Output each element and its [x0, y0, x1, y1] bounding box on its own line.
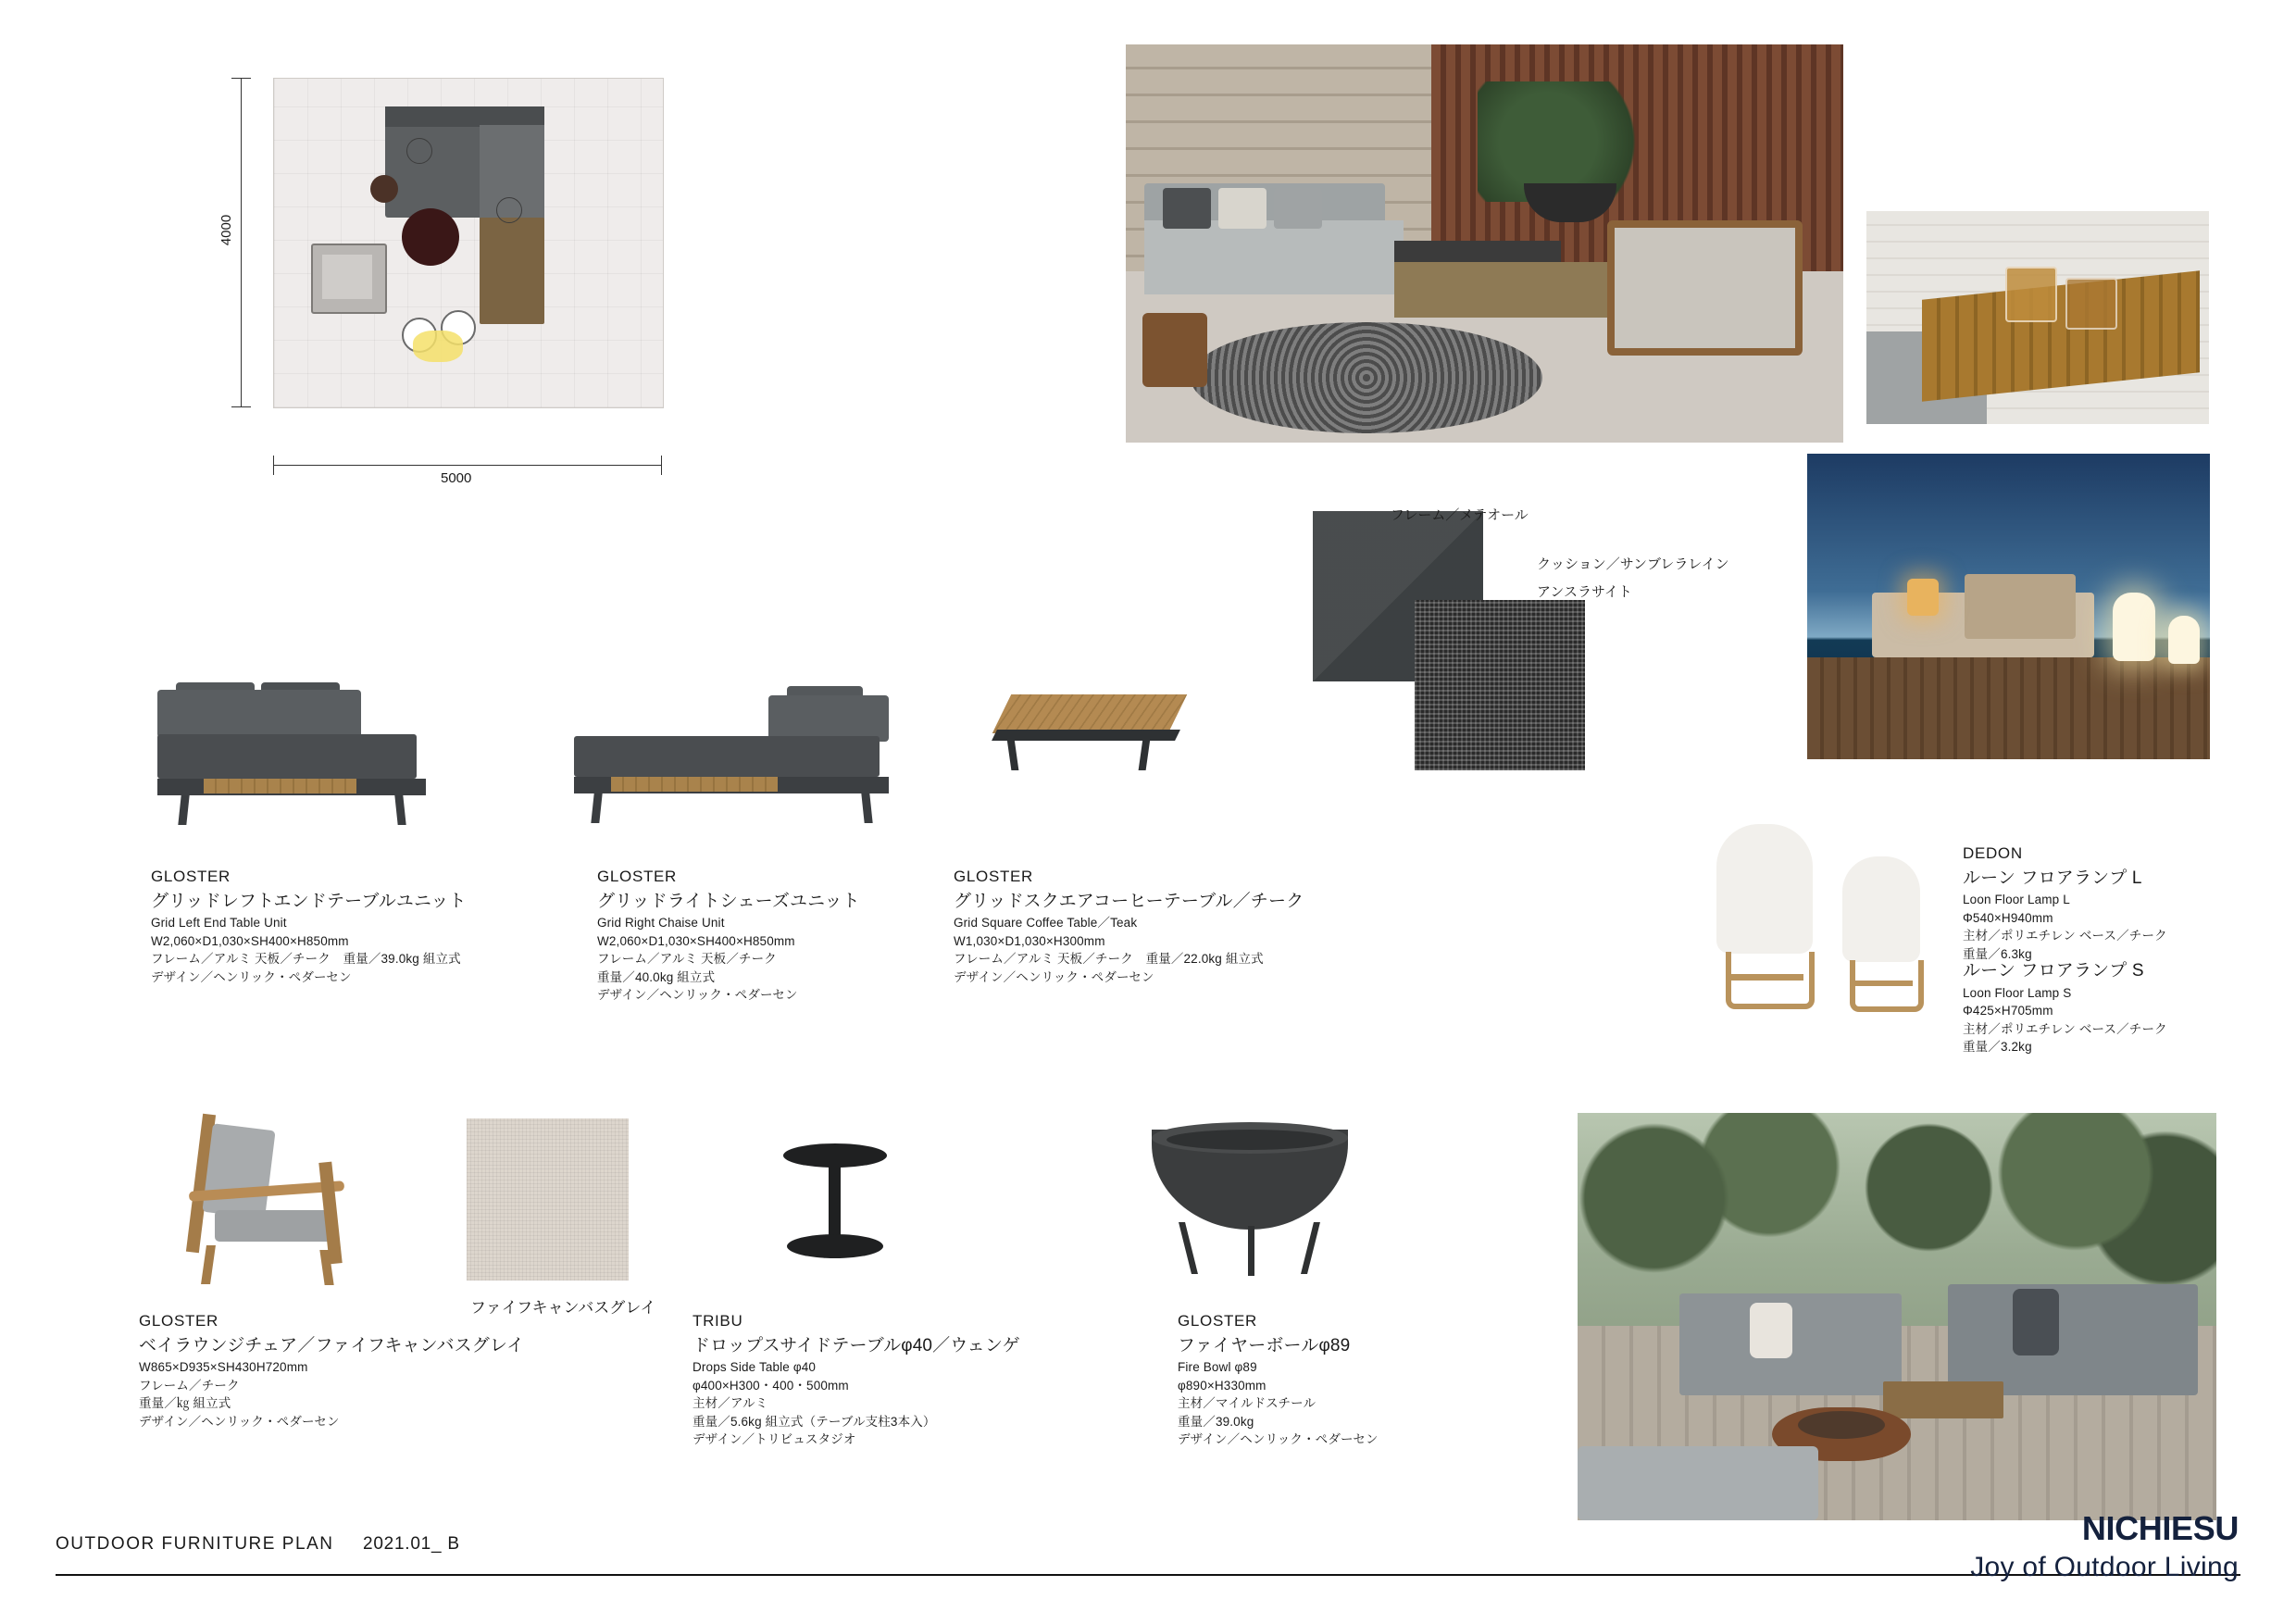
deck-floor	[1807, 657, 2210, 759]
dimension-cap	[273, 456, 274, 475]
back-cushion	[202, 1123, 275, 1219]
plan-person-figure	[406, 138, 432, 164]
logo-tagline: Joy of Outdoor Living	[1970, 1552, 2239, 1582]
round-rug	[1191, 322, 1542, 433]
cushion	[1163, 188, 1211, 229]
product-name-en: Drops Side Table φ40	[693, 1360, 817, 1375]
grid-sofa-right	[1948, 1284, 2198, 1395]
plan-lounge-chair-seat	[322, 255, 372, 299]
brand-label: GLOSTER	[139, 1312, 218, 1330]
brand-label: DEDON	[1963, 844, 2023, 862]
teak-base	[1726, 952, 1815, 1009]
product-name-en: Grid Right Chaise Unit	[597, 916, 725, 931]
logo-wordmark: NICHIESU	[2081, 1509, 2239, 1547]
lamp-name-jp: ルーン フロアランプ S	[1963, 961, 2144, 981]
product-image-loon-floor-lamp-s	[1835, 856, 1928, 1023]
product-image-drops-side-table	[774, 1134, 894, 1287]
plan-sofa-backrest	[385, 106, 492, 127]
product-name-jp: グリッドスクエアコーヒーテーブル／チーク	[954, 891, 1304, 911]
dimension-cap	[231, 78, 251, 79]
product-designer: デザイン／ヘンリック・ペダーセン	[954, 969, 1154, 984]
product-name-jp: グリッドライトシェーズユニット	[597, 891, 860, 911]
product-material: フレーム／アルミ 天板／チーク	[597, 952, 777, 967]
plan-fire-bowl	[402, 208, 459, 266]
backrest	[157, 690, 361, 738]
leg	[1179, 1222, 1198, 1274]
product-material: フレーム／アルミ 天板／チーク 重量／39.0kg 組立式	[151, 952, 461, 967]
caption-grid-right-chaise-unit	[597, 866, 986, 1005]
dimension-line-vertical	[241, 78, 242, 406]
product-weight: 重量／㎏ 組立式	[139, 1396, 231, 1411]
table-lantern	[1907, 579, 1939, 616]
sheet-title: OUTDOOR FURNITURE PLAN	[56, 1534, 334, 1554]
product-size: W2,060×D1,030×SH400×H850mm	[151, 933, 349, 948]
product-image-loon-floor-lamp-l	[1709, 824, 1820, 1023]
seat-cushion	[215, 1210, 333, 1242]
cushion-swatch	[1415, 600, 1585, 770]
seat	[157, 734, 417, 779]
dimension-cap	[661, 456, 662, 475]
teak-base	[1850, 960, 1924, 1012]
brand-label: GLOSTER	[954, 868, 1033, 885]
seat	[574, 736, 880, 777]
teak-top	[992, 694, 1187, 733]
product-name-en: Fire Bowl φ89	[1178, 1360, 1257, 1375]
brand-label: TRIBU	[693, 1312, 743, 1330]
fire-bowl-interior	[1798, 1411, 1885, 1439]
product-weight: 重量／39.0kg	[1178, 1414, 1254, 1429]
lamp-weight: 重量／3.2kg	[1963, 1040, 2032, 1055]
lamp-name-en: Loon Floor Lamp S	[1963, 985, 2072, 1000]
product-image-fire-bowl	[1148, 1122, 1352, 1289]
product-size: φ400×H300・400・500mm	[693, 1378, 849, 1393]
product-designer: デザイン／トリビュスタジオ	[693, 1432, 856, 1447]
floor-plan	[185, 57, 676, 486]
sheet-date: 2021.01_ B	[363, 1534, 460, 1554]
bay-lounge-chair	[1607, 220, 1803, 356]
lamp-size: Φ425×H705mm	[1963, 1004, 2053, 1018]
product-material: 主材／マイルドスチール	[1178, 1396, 1316, 1411]
product-designer: デザイン／ヘンリック・ペダーセン	[1178, 1432, 1379, 1447]
product-name-jp: ベイラウンジチェア／ファイフキャンバスグレイ	[139, 1335, 525, 1355]
lamp-material: 主材／ポリエチレン ベース／チーク	[1963, 1021, 2167, 1036]
frame-swatch-label: フレーム／メテオール	[1391, 507, 1529, 523]
plan-person-figure	[496, 197, 522, 223]
loon-floor-lamp-s	[2168, 616, 2200, 664]
lamp-name-en: Loon Floor Lamp L	[1963, 893, 2070, 907]
fife-canvas-swatch-label: ファイフキャンバスグレイ	[470, 1299, 656, 1317]
company-logo	[1970, 1509, 2239, 1583]
leg	[178, 795, 189, 825]
teak-base-bar	[1850, 981, 1913, 986]
product-designer: デザイン／ヘンリック・ペダーセン	[139, 1414, 340, 1429]
product-material: フレーム／アルミ 天板／チーク 重量／22.0kg 組立式	[954, 952, 1264, 967]
leg	[861, 793, 872, 823]
teak-base-bar	[1726, 974, 1803, 981]
photo-garden-lifestyle	[1578, 1113, 2216, 1520]
product-name-en: Grid Square Coffee Table／Teak	[954, 916, 1138, 931]
product-image-grid-square-coffee-table	[992, 676, 1196, 796]
leg	[394, 795, 406, 825]
product-image-bay-lounge-chair	[167, 1106, 370, 1292]
footer-divider	[56, 1574, 2240, 1576]
lamp-weight: 重量／6.3kg	[1963, 946, 2032, 961]
dimension-cap	[231, 406, 251, 407]
lamp-size: Φ540×H940mm	[1963, 910, 2053, 925]
daybed	[1578, 1446, 1818, 1520]
caption-grid-left-end-table-unit	[151, 866, 540, 986]
caption-loon-floor-lamp-s	[1963, 958, 2240, 1056]
product-name-jp: ドロップスサイドテーブルφ40／ウェンゲ	[693, 1335, 1020, 1355]
caption-drops-side-table	[693, 1310, 1091, 1449]
photo-dusk-pool	[1807, 454, 2210, 759]
grid-sofa-seat	[1144, 220, 1404, 294]
product-size: W1,030×D1,030×H300mm	[954, 933, 1105, 948]
whisky-glass	[2005, 267, 2057, 322]
caption-fire-bowl	[1178, 1310, 1576, 1449]
leg	[1007, 739, 1019, 770]
product-image-grid-right-chaise-unit	[555, 662, 926, 847]
product-size: φ890×H330mm	[1178, 1378, 1267, 1393]
floor-plan-area	[273, 78, 664, 408]
coffee-table-teak	[1394, 262, 1607, 318]
product-name-jp: ファイヤーボールφ89	[1178, 1335, 1351, 1355]
wood-stump-stool	[1142, 313, 1207, 387]
leg	[201, 1245, 216, 1284]
base	[787, 1234, 883, 1258]
person-seated	[2013, 1289, 2059, 1355]
product-image-grid-left-end-table-unit	[139, 662, 454, 847]
cushion-swatch-label-2: アンスラサイト	[1537, 584, 1632, 600]
photo-terrace-lounge	[1126, 44, 1843, 443]
product-designer: デザイン／ヘンリック・ペダーセン	[597, 988, 798, 1003]
cushion	[1274, 188, 1322, 229]
product-weight: 重量／5.6kg 組立式（テーブル支柱3本入）	[693, 1414, 936, 1429]
dimension-label-vertical: 4000	[218, 214, 235, 246]
backrest	[768, 695, 889, 742]
person-seated	[1750, 1303, 1792, 1358]
product-size: W865×D935×SH430H720mm	[139, 1360, 308, 1375]
teak-end-table	[611, 777, 778, 792]
product-weight: 重量／40.0kg 組立式	[597, 969, 716, 984]
product-material: フレーム／チーク	[139, 1378, 240, 1393]
dimension-label-horizontal: 5000	[435, 470, 477, 486]
caption-grid-square-coffee-table	[954, 866, 1370, 986]
stem	[829, 1160, 841, 1245]
plan-lamp-glow	[413, 331, 463, 362]
plan-chaise-backrest	[480, 106, 544, 125]
lamp-name-jp: ルーン フロアランプ L	[1963, 868, 2142, 888]
bowl-interior	[1167, 1130, 1333, 1150]
caption-loon-floor-lamp-l	[1963, 843, 2240, 963]
teak-end-table	[204, 779, 356, 793]
brand-label: GLOSTER	[597, 868, 677, 885]
product-name-jp: グリッドレフトエンドテーブルユニット	[151, 891, 467, 911]
leg	[1248, 1226, 1254, 1276]
plan-side-table	[370, 175, 398, 203]
product-name-en: Grid Left End Table Unit	[151, 916, 287, 931]
whisky-glass	[2065, 278, 2117, 330]
frame-edge	[992, 730, 1180, 741]
leg	[1301, 1222, 1320, 1274]
plan-teak-bench	[480, 218, 544, 324]
lamp-material: 主材／ポリエチレン ベース／チーク	[1963, 929, 2167, 943]
leg	[1139, 739, 1151, 770]
product-designer: デザイン／ヘンリック・ペダーセン	[151, 969, 352, 984]
caption-bay-lounge-chair	[139, 1310, 537, 1430]
photo-tray-glasses	[1866, 211, 2209, 424]
brand-label: GLOSTER	[1178, 1312, 1257, 1330]
lamp-shade	[1716, 824, 1813, 954]
fife-canvas-swatch	[467, 1118, 629, 1280]
loon-floor-lamp-l	[2113, 593, 2155, 661]
brand-label: GLOSTER	[151, 868, 231, 885]
teak-bench	[1883, 1381, 2003, 1418]
cushion-swatch-label-1: クッション／サンブレラレイン	[1537, 556, 1729, 572]
dimension-line-horizontal	[273, 465, 662, 466]
cushion	[1218, 188, 1267, 229]
product-material: 主材／アルミ	[693, 1396, 768, 1411]
leg	[591, 793, 602, 823]
product-size: W2,060×D1,030×SH400×H850mm	[597, 933, 795, 948]
sofa-back	[1965, 574, 2076, 639]
lamp-shade	[1842, 856, 1920, 962]
